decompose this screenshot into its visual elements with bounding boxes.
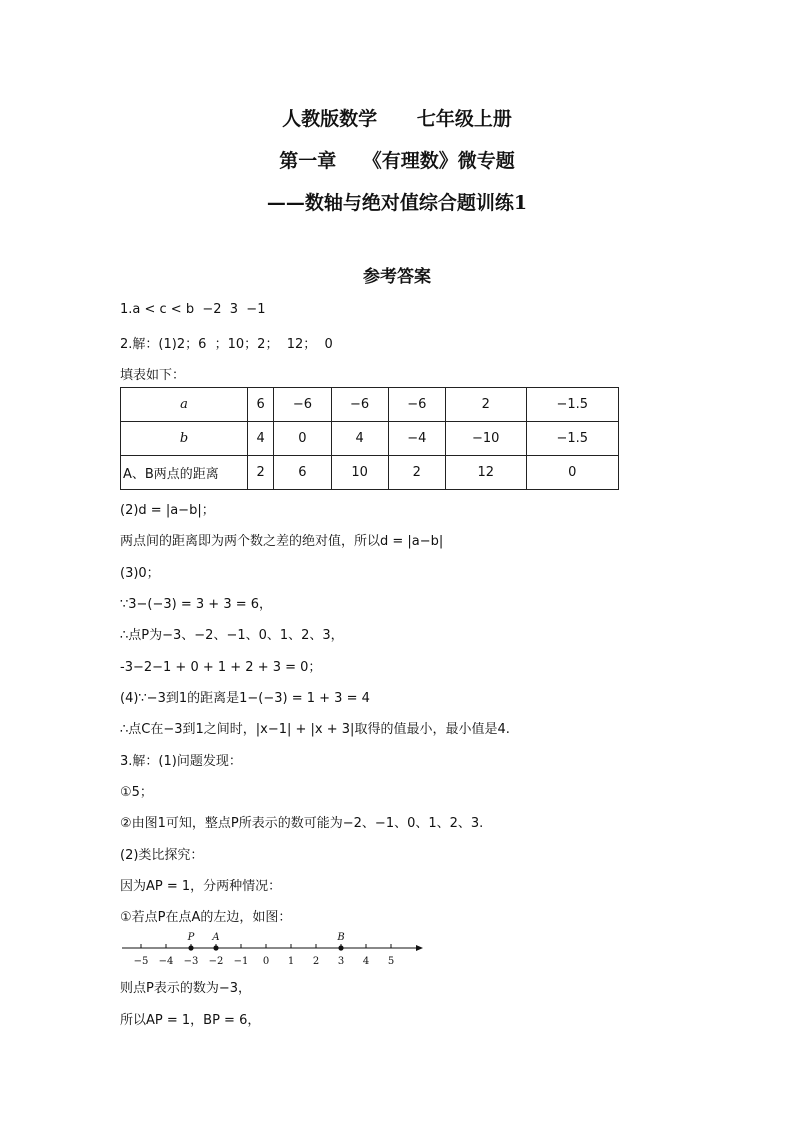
part4-therefore: ∴点C在−3到1之间时，|x−1| + |x + 3|取得的值最小，最小值是4.: [120, 722, 510, 737]
topic-subtitle: ——数轴与绝对值综合题训练1: [266, 192, 528, 214]
section-heading: 参考答案: [363, 267, 431, 287]
part2-explanation: 两点间的距离即为两个数之差的绝对值，所以d = |a−b|: [120, 534, 444, 549]
part4-because: (4)∵−3到1的距离是1−(−3) = 1 + 3 = 4: [120, 691, 370, 706]
tick-label: 3: [337, 956, 345, 967]
tick-label: 2: [312, 956, 320, 967]
q3-item1: ①5；: [120, 785, 153, 800]
point-b-label: B: [337, 932, 345, 943]
table-cell: −10: [445, 422, 526, 456]
document-title: 人教版数学 七年级上册: [282, 108, 512, 130]
table-cell: 2: [388, 456, 445, 490]
part3-because: ∵3−(−3) = 3 + 3 = 6，: [120, 597, 273, 612]
row-label: b: [121, 422, 248, 456]
part3-answer: (3)0；: [120, 566, 160, 581]
table-cell: 6: [274, 456, 331, 490]
tick-label: −3: [183, 956, 199, 967]
tick-label: −1: [233, 956, 249, 967]
table-row: [121, 422, 619, 456]
table-cell: 12: [445, 456, 526, 490]
point-b-dot: [338, 945, 343, 950]
q1-answer: 1.a < c < b −2 3 −1: [120, 302, 266, 317]
tick-label: 0: [262, 956, 270, 967]
axis-arrow-icon: [416, 945, 423, 951]
table-cell: 4: [248, 422, 274, 456]
tick-label: 4: [362, 956, 370, 967]
tick-label: 1: [287, 956, 295, 967]
part3-sum: -3−2−1 + 0 + 1 + 2 + 3 = 0；: [120, 660, 322, 675]
q3-result: 则点P表示的数为−3，: [120, 981, 252, 996]
table-cell: 4: [331, 422, 388, 456]
row-label: A、B两点的距离: [121, 456, 248, 490]
tick-label: −5: [133, 956, 149, 967]
point-a-dot: [213, 945, 218, 950]
table-cell: −6: [274, 388, 331, 422]
q3-because: 因为AP = 1，分两种情况：: [120, 879, 282, 894]
part2-formula: (2)d = |a−b|；: [120, 503, 215, 518]
table-cell: −6: [388, 388, 445, 422]
table-cell: 6: [248, 388, 274, 422]
table-cell: 2: [248, 456, 274, 490]
table-cell: 0: [526, 456, 618, 490]
tick-marks: [141, 944, 391, 948]
chapter-title: 第一章 《有理数》微专题: [279, 150, 515, 172]
point-p-dot: [188, 945, 193, 950]
table-cell: −6: [331, 388, 388, 422]
q3-so: 所以AP = 1，BP = 6，: [120, 1013, 261, 1028]
table-cell: −1.5: [526, 388, 618, 422]
table-label: 填表如下：: [120, 368, 186, 383]
distance-table: [120, 387, 619, 490]
tick-label: −4: [158, 956, 174, 967]
table-cell: 10: [331, 456, 388, 490]
q3-item2: ②由图1可知，整点P所表示的数可能为−2、−1、0、1、2、3.: [120, 816, 484, 831]
row-label: a: [121, 388, 248, 422]
table-cell: −1.5: [526, 422, 618, 456]
table-row: [121, 456, 619, 490]
q3-intro: 3.解：(1)问题发现：: [120, 754, 242, 769]
point-a-label: A: [212, 932, 220, 943]
table-row: [121, 388, 619, 422]
table-cell: 0: [274, 422, 331, 456]
q3-case1: ①若点P在点A的左边，如图：: [120, 910, 292, 925]
q2-intro: 2.解：(1)2；6 ；10；2； 12； 0: [120, 337, 333, 352]
part3-therefore: ∴点P为−3、−2、−1、0、1、2、3，: [120, 628, 344, 643]
q3-part2: (2)类比探究：: [120, 848, 204, 863]
tick-label: −2: [208, 956, 224, 967]
table-cell: −4: [388, 422, 445, 456]
tick-label: 5: [387, 956, 395, 967]
table-cell: 2: [445, 388, 526, 422]
number-line-figure: [120, 928, 430, 970]
point-p-label: P: [187, 932, 195, 943]
